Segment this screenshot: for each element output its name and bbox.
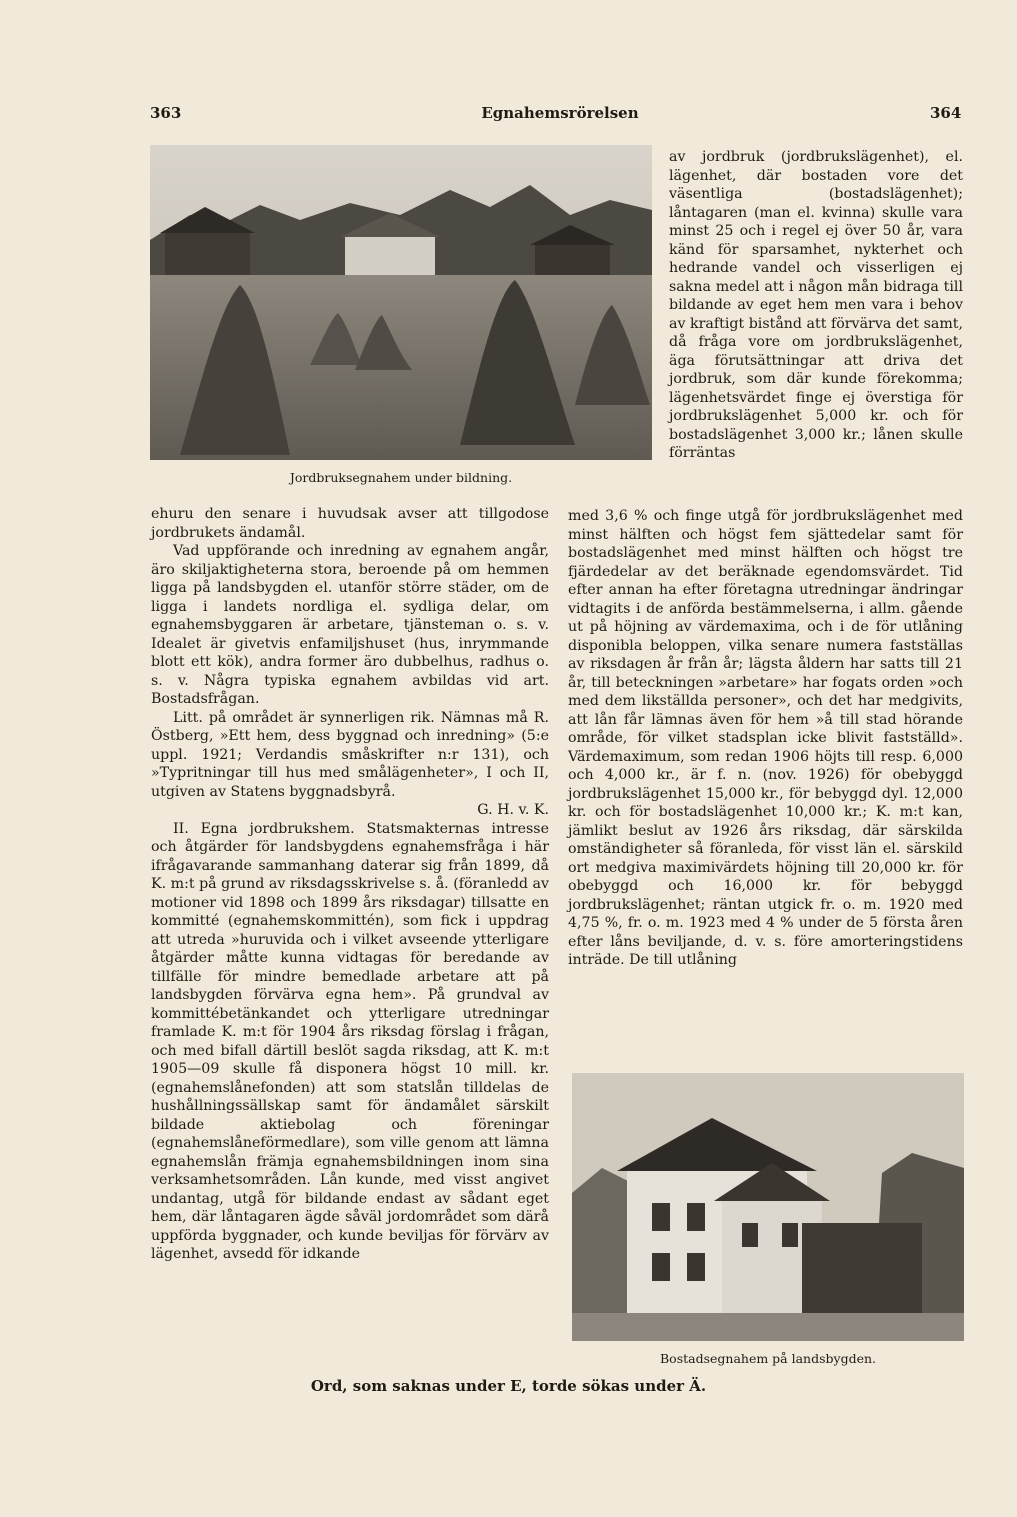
- running-title: Egnahemsrörelsen: [481, 104, 639, 122]
- right-column-main: med 3,6 % och finge utgå för jordbrukslägenhet med minst hälften och högst fem sjättedelar samt för bostadslägenhet med minst hälften och högst tre fjärdedelar av det beräknade egendomsvärdet. Tid efter annan ha efter företagna utredningar ändringar vidtagits i de anförda bestämmelserna, i allm. gående ut på höjning av värdemaxima, och i de för utlåning disponibla beloppen, vilka senare numera fastställas av riksdagen år från år; lägsta åldern har satts till 21 år, till beteckningen »arbetare» har fogats orden »och med dem likställda personer», och det har medgivits, att lån får lämnas även för hem »å till stad hörande område, för vilket stadsplan icke blivit fastställd». Värdemaximum, som redan 1906 höjts till resp. 6,000 och 4,000 kr., är f. n. (nov. 1926) för obebyggd jordbrukslägenhet 15,000 kr., för bebyggd dyl. 12,000 kr. och för bostadslägenhet 10,000 kr.; K. m:t kan, jämlikt beslut av 1926 års riksdag, där särskilda omständigheter så föranleda, för visst län el. särskild ort medgiva maximivärdets höjning till 20,000 kr. för obebyggd och 16,000 kr. för bebyggd jordbrukslägenhet; räntan utgick fr. o. m. 1920 med 4,75 %, fr. o. m. 1923 med 4 % under de 5 första åren efter låns beviljande, d. v. s. före amorteringstidens inträde. De till utlåning: [568, 508, 963, 968]
- page-number-right: 364: [930, 104, 962, 122]
- top-photo-caption: Jordbruksegnahem under bildning.: [289, 470, 513, 485]
- paragraph-literature: Litt. på området är synnerligen rik. Nämnas må R. Östberg, »Ett hem, dess byggnad och inredning» (5:e uppl. 1921; Verdandis småskrifter n:r 131), och »Typritningar till hus med smålägenheter», I och II, utgiven av Statens byggnadsbyrå.: [151, 709, 549, 800]
- page-number-left: 363: [150, 104, 182, 122]
- farm-photo: [150, 145, 652, 460]
- paragraph-agricultural-homes: II. Egna jordbrukshem. Statsmakternas intresse och åtgärder för landsbygdens egnahemsfråga i här ifrågavarande sammanhang daterar sig från 1899, då K. m:t på grund av riksdagsskrivelse s. å. (föranledd av motioner vid 1898 och 1899 års riksdagar) tillsatte en kommitté (egnahemskommittén), som fick i uppdrag att utreda »huruvida och i vilket avseende ytterligare åtgärder måtte kunna vidtagas för beredande av tillfälle för mindre bemedlade arbetare att på landsbygden förvärva egna hem». På grundval av kommittébetänkandet och ytterligare utredningar framlade K. m:t för 1904 års riksdag förslag i frågan, och med bifall därtill beslöt sagda riksdag, att K. m:t 1905—09 skulle få disponera högst 10 mill. kr. (egnahemslånefonden) att som statslån tilldelas de hushållningssällskap samt för ändamålet särskilt bildade aktiebolag och föreningar (egnahemslåneförmedlare), som ville genom att lämna egnahemslån främja egnahemsbildningen inom sina verksamhetsområden. Lån kunde, med visst angivet undantag, utgå för bildande endast av sådant eget hem, där låntagaren ägde såväl jordområdet som därå uppförda byggnader, och kunde beviljas för förvärv av lägenhet, avsedd för idkande: [151, 820, 549, 1262]
- right-column-top: av jordbruk (jordbrukslägenhet), el. lägenhet, där bostaden vore det väsentliga (bostadslägenhet); låntagaren (man el. kvinna) skulle vara minst 25 och i regel ej över 50 år, vara känd för sparsamhet, nykterhet och hedrande vandel och visserligen ej sakna medel att i någon mån bidraga till bildande av eget hem men vara i behov av kraftigt bistånd att förvärva det samt, då fråga vore om jordbrukslägenhet, äga förutsättningar att driva det jordbruk, som där kunde förekomma; lägenhetsvärdet finge ej överstiga för jordbrukslägenhet 5,000 kr. och för bostadslägenhet 3,000 kr.; lånen skulle förräntas: [669, 149, 963, 461]
- left-column: [151, 505, 549, 1264]
- paragraph-housing-types: Vad uppförande och inredning av egnahem angår, äro skiljaktigheterna stora, beroende på om hemmen ligga på landsbygden el. utanför större städer, om de ligga i landets nordliga el. sydliga delar, om egnahemsbyggaren är arbetare, tjänsteman o. s. v. Idealet är givetvis enfamiljshuset (hus, inrymmande blott ett kök), andra former äro dubbelhus, radhus o. s. v. Några typiska egnahem avbildas vid art. Bostadsfrågan.: [151, 543, 549, 707]
- author-signature: G. H. v. K.: [477, 802, 549, 818]
- bottom-photo-caption: Bostadsegnahem på landsbygden.: [659, 1351, 877, 1366]
- paragraph-continuation: ehuru den senare i huvudsak avser att tillgodose jordbrukets ändamål.: [151, 506, 549, 541]
- footer-note: Ord, som saknas under E, torde sökas under Ä.: [310, 1377, 707, 1395]
- house-photo: [572, 1073, 964, 1341]
- house-photo-illustration: [572, 1073, 964, 1341]
- farm-photo-illustration: [150, 145, 652, 460]
